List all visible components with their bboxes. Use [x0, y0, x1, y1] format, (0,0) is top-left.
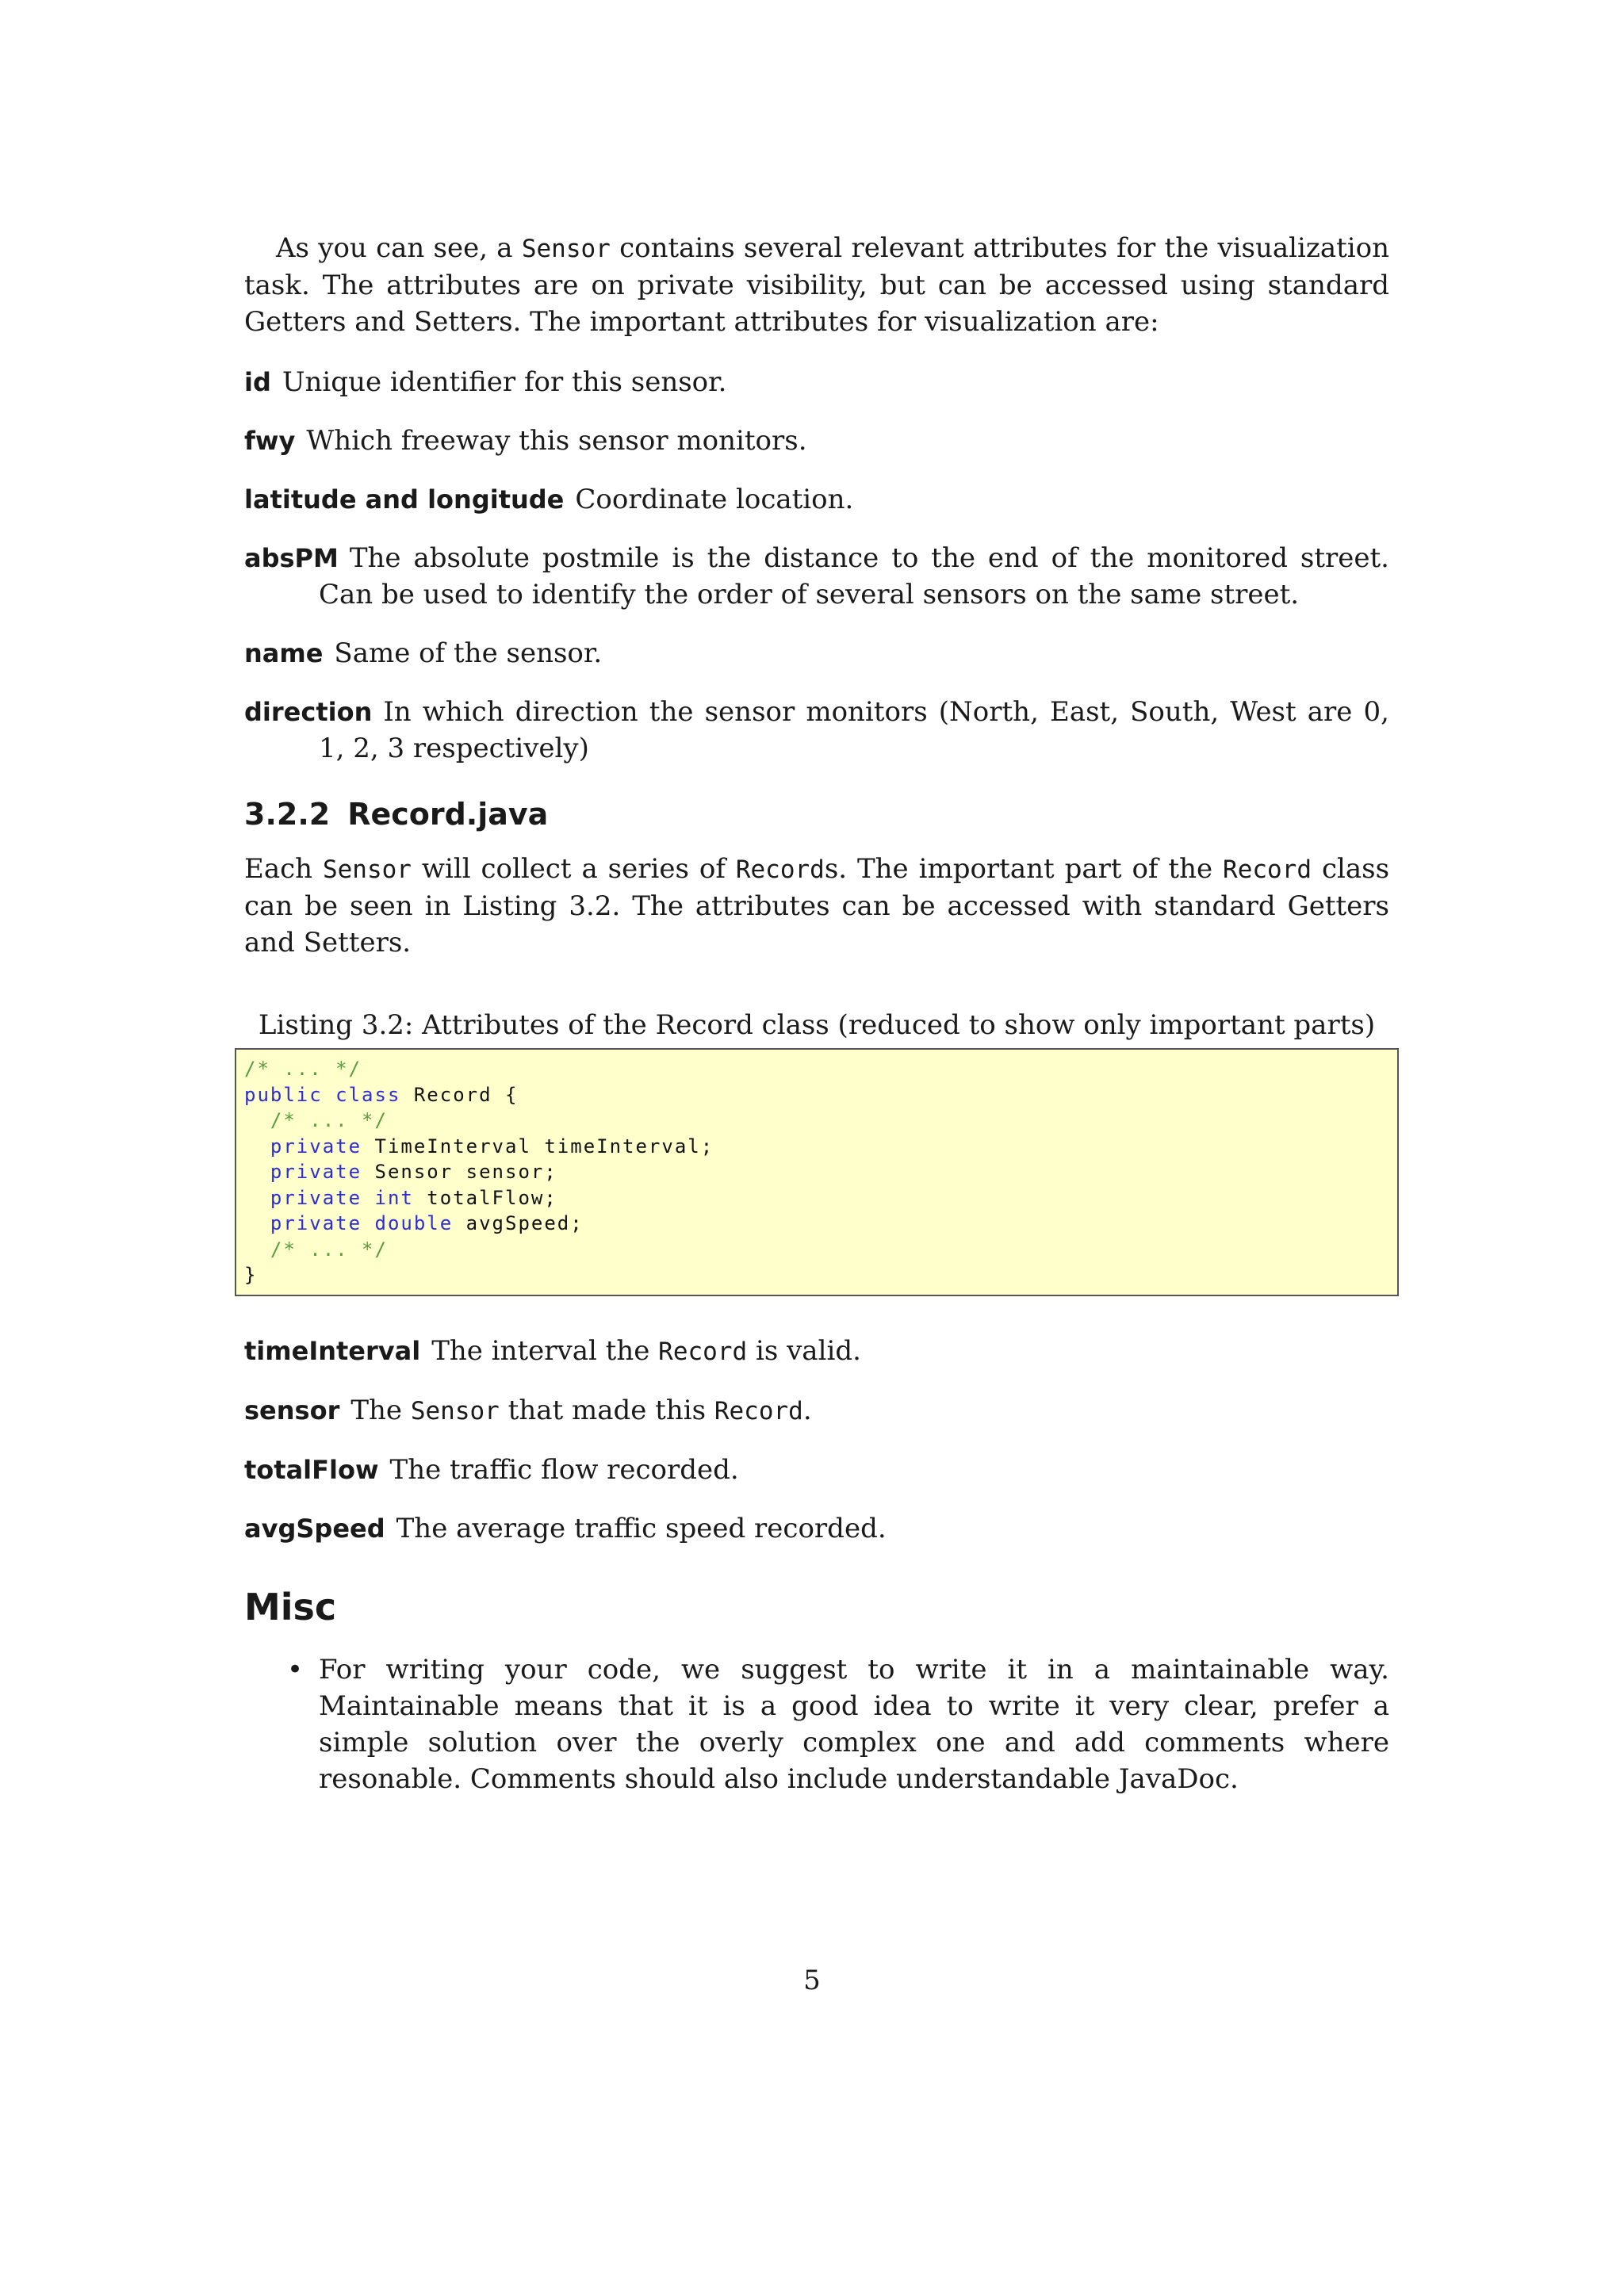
definition-desc: The interval the — [431, 1334, 650, 1367]
definition-desc: The traffic flow recorded. — [389, 1453, 739, 1486]
code-token-plain — [244, 1109, 270, 1131]
definition-item — [244, 1392, 1389, 1429]
subsection-number: 3.2.2 — [244, 797, 331, 832]
definition-term: fwy — [244, 426, 296, 456]
code-token-kw: public class — [244, 1083, 414, 1106]
inline-code: Sensor — [322, 855, 412, 884]
code-listing — [235, 1048, 1399, 1296]
code-line — [244, 1185, 1389, 1211]
code-token-plain: } — [244, 1264, 258, 1286]
inline-code: Sensor — [410, 1396, 500, 1425]
code-token-plain — [244, 1161, 270, 1183]
sensor-attribute-list — [244, 364, 1389, 767]
code-token-plain: Record { — [413, 1083, 519, 1106]
definition-item — [244, 481, 1389, 518]
section-heading-misc: Misc — [244, 1585, 337, 1628]
definition-item — [244, 694, 1389, 767]
inline-code: Record — [1223, 855, 1312, 884]
definition-term: avgSpeed — [244, 1513, 385, 1544]
listing-caption: Listing 3.2: Attributes of the Record class (reduced to show only important parts) — [258, 1009, 1376, 1041]
code-line — [244, 1134, 1389, 1160]
definition-desc: The — [350, 1394, 403, 1426]
definition-desc: Same of the sensor. — [334, 637, 603, 669]
document-page — [244, 230, 1389, 1797]
intro-code-sensor: Sensor — [521, 235, 611, 263]
code-line — [244, 1237, 1389, 1263]
code-token-plain — [244, 1212, 270, 1234]
definition-term: timeInterval — [244, 1335, 421, 1366]
definition-item — [244, 540, 1389, 613]
code-token-comment: /* ... */ — [244, 1058, 362, 1080]
code-token-kw: private — [270, 1161, 375, 1183]
definition-term: name — [244, 638, 324, 668]
text: s. The important part of the — [824, 853, 1213, 885]
code-token-plain: TimeInterval timeInterval; — [374, 1135, 714, 1158]
code-token-kw: private double — [270, 1212, 466, 1234]
code-token-plain: totalFlow; — [427, 1186, 557, 1209]
definition-term: direction — [244, 697, 373, 727]
inline-code: Record — [735, 855, 825, 884]
definition-term: id — [244, 367, 271, 397]
definition-desc: Coordinate location. — [575, 484, 854, 515]
definition-desc: The average traffic speed recorded. — [396, 1512, 887, 1544]
inline-code: Record — [658, 1337, 748, 1366]
definition-item — [244, 423, 1389, 459]
intro-paragraph — [244, 230, 1389, 340]
definition-desc: is valid. — [755, 1334, 861, 1367]
definition-item — [244, 1452, 1389, 1488]
definition-item — [244, 1510, 1389, 1547]
definition-term: totalFlow — [244, 1454, 379, 1485]
intro-text-post: contains several relevant attributes for the visualization task. The attributes are on private visibility, but can be accessed using standard Getters and Setters. The important attributes for visualization are: — [244, 232, 1389, 338]
list-item: • For writing your code, we suggest to write it in a maintainable way. Maintainable means that it is a good idea to write it very clear, prefer a simple solution over the overly complex one and add comments where resonable. Comments should also include understandable JavaDoc. — [319, 1651, 1389, 1797]
code-line — [244, 1082, 1389, 1108]
text: Each — [244, 853, 313, 885]
record-attribute-list — [244, 1333, 1389, 1547]
definition-desc: The absolute postmile is the distance to the end of the monitored street. Can be used to identify the order of several sensors on the same street. — [319, 542, 1389, 610]
code-token-plain — [244, 1187, 270, 1209]
subsection-title: Record.java — [347, 797, 549, 832]
definition-desc: Unique identifier for this sensor. — [282, 366, 727, 398]
definition-desc: . — [802, 1394, 812, 1426]
subsection-heading — [244, 795, 1389, 833]
code-line — [244, 1108, 1389, 1134]
definition-term: absPM — [244, 543, 339, 573]
code-line — [244, 1211, 1389, 1237]
code-line — [244, 1056, 1389, 1082]
definition-desc: Which freeway this sensor monitors. — [306, 425, 807, 457]
code-token-comment: /* ... */ — [270, 1238, 388, 1261]
definition-desc: In which direction the sensor monitors (North, East, South, West are 0, 1, 2, 3 respectively) — [319, 696, 1389, 764]
code-token-plain: avgSpeed; — [465, 1212, 584, 1234]
definition-item — [244, 364, 1389, 400]
page-number: 5 — [803, 1965, 821, 1996]
code-token-kw: private int — [270, 1186, 427, 1209]
misc-bullet-list — [244, 1651, 1389, 1797]
code-token-kw: private — [270, 1135, 375, 1158]
code-token-plain — [244, 1238, 270, 1261]
intro-text-pre: As you can see, a — [276, 232, 513, 264]
code-token-plain — [244, 1135, 270, 1158]
code-line — [244, 1262, 1389, 1288]
definition-item — [244, 635, 1389, 672]
definition-term: sensor — [244, 1395, 340, 1425]
definition-term: latitude and longitude — [244, 484, 565, 515]
record-paragraph — [244, 851, 1389, 961]
definition-item — [244, 1333, 1389, 1370]
text: will collect a series of — [421, 853, 726, 885]
code-token-comment: /* ... */ — [270, 1109, 388, 1131]
code-line — [244, 1159, 1389, 1185]
text: class can be seen in Listing 3.2. The attributes can be accessed with standard Getters and Setters. — [244, 853, 1390, 959]
definition-desc: that made this — [508, 1394, 707, 1426]
inline-code: Record — [714, 1396, 803, 1425]
code-token-plain: Sensor sensor; — [374, 1161, 557, 1183]
